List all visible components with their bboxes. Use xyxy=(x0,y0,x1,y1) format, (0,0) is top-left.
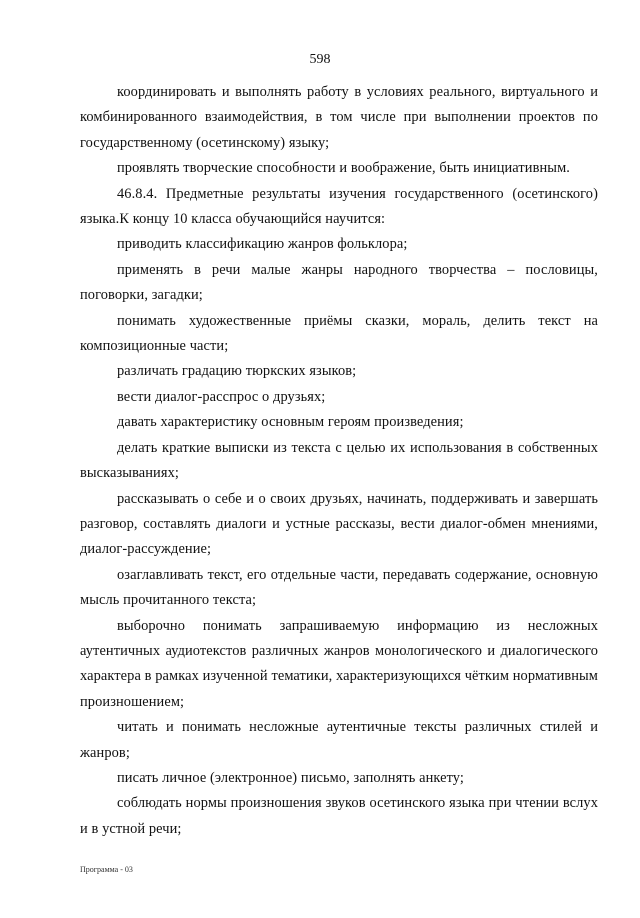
body-text xyxy=(80,80,598,842)
paragraph: координировать и выполнять работу в условиях реального, виртуального и комбинированного взаимодействия, в том числе при выполнении проектов по государственному (осетинскому) языку; xyxy=(80,84,598,151)
paragraph: применять в речи малые жанры народного творчества – пословицы, поговорки, загадки; xyxy=(80,261,598,304)
paragraph: различать градацию тюркских языков; xyxy=(117,363,357,380)
paragraph: делать краткие выписки из текста с целью их использования в собственных высказываниях; xyxy=(80,439,598,482)
paragraph: давать характеристику основным героям произведения; xyxy=(117,414,464,431)
paragraph: понимать художественные приёмы сказки, мораль, делить текст на композиционные части; xyxy=(80,312,598,355)
footer-program-code: Программа - 03 xyxy=(80,865,133,874)
page-number: 598 xyxy=(309,52,331,67)
paragraph: 46.8.4. Предметные результаты изучения государственного (осетинского) языка.К концу 10 класса обучающийся научится: xyxy=(80,185,598,228)
paragraph: рассказывать о себе и о своих друзьях, начинать, поддерживать и завершать разговор, составлять диалоги и устные рассказы, вести диалог-обмен мнениями, диалог-рассуждение; xyxy=(80,490,598,558)
paragraph: проявлять творческие способности и воображение, быть инициативным. xyxy=(117,160,570,177)
paragraph: вести диалог-расспрос о друзьях; xyxy=(117,388,326,405)
paragraph: выборочно понимать запрашиваемую информацию из несложных аутентичных аудиотекстов различных жанров монологического и диалогического характера в рамках изученной тематики, характеризующихся чётким нормативным произношением; xyxy=(80,617,598,710)
paragraph: озаглавливать текст, его отдельные части, передавать содержание, основную мысль прочитанного текста; xyxy=(80,566,598,609)
paragraph: читать и понимать несложные аутентичные тексты различных стилей и жанров; xyxy=(80,719,598,761)
paragraph: соблюдать нормы произношения звуков осетинского языка при чтении вслух и в устной речи; xyxy=(80,795,598,837)
paragraph: приводить классификацию жанров фольклора; xyxy=(117,236,408,253)
paragraph: писать личное (электронное) письмо, заполнять анкету; xyxy=(117,769,464,786)
